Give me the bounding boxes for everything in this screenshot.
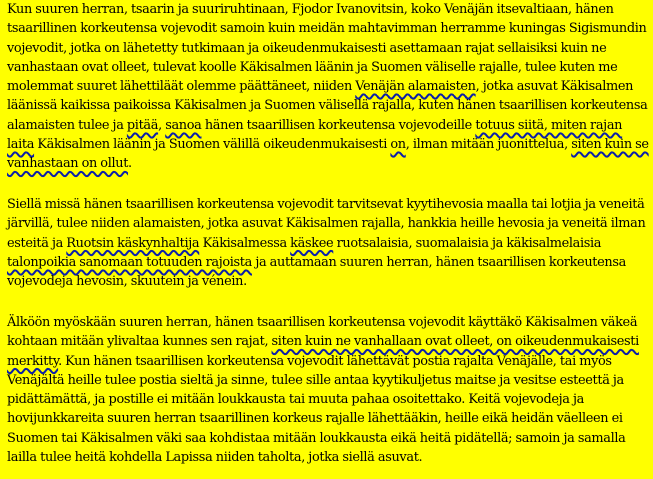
paragraph-1	[7, 0, 652, 174]
underlined-phrase-borders-marked: siten kuin ne vanhallaan ovat olleet, on oikeudenmukaisesti merkitty	[7, 334, 639, 369]
paragraph-1-text-6: , ilman mitään juonittelua,	[405, 137, 572, 153]
underlined-phrase-russian-subjects: Venäjän alamaisten	[355, 79, 476, 95]
paragraph-3-text-1: Älköön myöskään suuren herran, hänen tsaarillisen korkeutensa vojevodit käyttäkö Käkisalmen väkeä kohtaan mitään ylivaltaa kunnes sen rajat,	[7, 315, 638, 350]
paragraph-2-text-3: ruotsalaisia, suomalaisia ja käkisalmelaisia	[333, 235, 602, 251]
paragraph-3-text-2: . Kun hänen tsaarillisen korkeutensa vojevodit lähettävät postia rajalta Venäjälle, tai myös Venäjältä heille tulee postia sieltä ja sinne, tulee sille antaa kyytikuljetus maitse ja vesitse esteettä ja pidättämättä, ja postille ei mitään loukkausta tai muuta pahaa osoitettako. Keitä vojevodeja ja hovijunkkareita suuren herran tsaarillinen korkeus rajalle lähettääkin, heille eikä heidän väelleen ei Suomen tai Käkisalmen väki saa kohdistaa mitään loukkausta eikä heitä pidätellä; samoin ja samalla lailla tulee heitä kohdella Lapissa niiden taholta, jotka siellä asuvat.	[7, 353, 626, 466]
paragraph-2-text-4: ja auttamaan suuren herran, hänen tsaarillisen korkeutensa vojevodeja hevosin, skuutein ja vénein.	[7, 254, 626, 290]
paragraph-2	[7, 195, 652, 291]
paragraph-1-text-3: ,	[158, 117, 166, 133]
underlined-word-sanoa: sanoa	[165, 117, 202, 133]
underlined-phrase-peasants-tell-truth: talonpoikia sanomaan totuuden rajoista	[7, 254, 252, 270]
paragraph-3	[7, 313, 652, 467]
paragraph-2-text-1: Siellä missä hänen tsaarillisen korkeutensa vojevodit tarvitsevat kyytihevosia maalla tai lotjia ja veneitä järvillä, tulee niiden alamaisten, jotka asuvat Käkisalmen rajalla, hankkia heille hevosia ja veneitä ilman esteitä ja	[7, 197, 646, 251]
paragraph-1-text-7: .	[128, 156, 132, 172]
paragraph-1-text-5: Käkisalmen läänin ja Suomen välillä oikeudenmukaisesti	[34, 137, 391, 153]
underlined-phrase-truth-about-border: totuus siitä, miten rajan laita	[7, 117, 623, 153]
paragraph-1-text-4: hänen tsaarillisen korkeutensa vojevodeille	[201, 117, 476, 133]
paragraph-2-text-2: Käkisalmessa	[199, 235, 291, 251]
paragraph-1-text-1: Kun suuren herran, tsaarin ja suuriruhtinaan, Fjodor Ivanovitsin, koko Venäjän itsevaltiaan, hänen tsaarillinen korkeutensa vojevodit samoin kuin meidän mahtavimman herramme kuningas Sigismundin vojevodit, jotka on lähetetty tutkimaan ja oikeudenmukaisesti asettamaan rajat sellaisiksi kuin ne vanhastaan ovat olleet, tulevat koolle Käkisalmen läänin ja Suomen väliselle rajalle, tulee kuten me molemmat suuret lähettiläät olemme päättäneet, niiden	[7, 2, 647, 95]
underlined-word-kaskee: käskee	[290, 235, 334, 251]
paragraph-1-text-2: , jotka asuvat Käkisalmen läänissä kaikissa paikoissa Käkisalmen ja Suomen välisellä rajalla, kuten hänen tsaarillisen korkeutensa alamaisten tulee ja	[7, 79, 648, 133]
underlined-phrase-swedish-governor: Ruotsin käskynhaltija	[66, 235, 200, 251]
underlined-word-on: on	[390, 137, 406, 153]
underlined-phrase-as-of-old: siten kuin se vanhastaan on ollut	[7, 137, 649, 172]
underlined-word-pitaa: pitää	[126, 117, 159, 133]
